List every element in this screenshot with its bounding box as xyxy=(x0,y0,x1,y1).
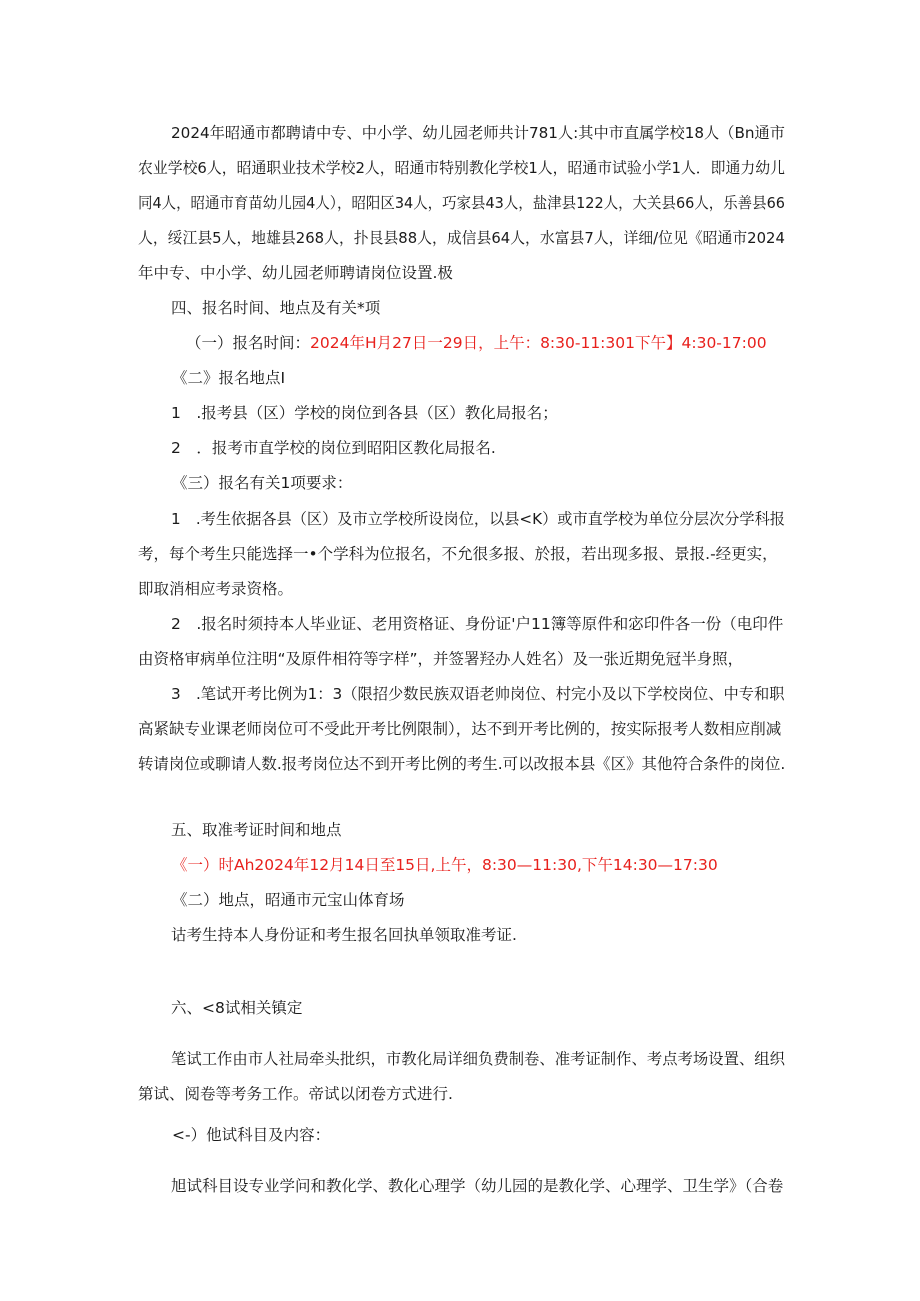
written-exam-paragraph-line-1: 笔试工作由市人社局牵头批织，市教化局详细负费制卷、准考证制作、考点考场设置、组织 xyxy=(171,1050,786,1068)
exam-subjects-heading: <-）他试科目及内容： xyxy=(172,1126,331,1144)
registration-time-value: 2024年H月27日一29日，上午：8:30-11:301下午】4:30-17:00 xyxy=(310,334,767,352)
registration-time-label: （一）报名时间： xyxy=(186,334,311,352)
requirement-1-line-2: 考，每个考生只能选择一•个学科为位报名，不允很多报、於报，若出现多报、景报.-经更实， xyxy=(138,545,778,563)
requirement-1-line-3: 即取消相应考录资格。 xyxy=(138,580,294,598)
paragraph-recruitment-line-3: 同4人，昭通市育苗幼儿园4人），昭阳区34人，巧家县43人，盐津县122人，大关县66人，乐善县66 xyxy=(138,194,785,212)
registration-place-item-2: 2 ．报考市直学校的岗位到昭阳区教化局报名. xyxy=(171,439,496,457)
admission-ticket-time: 《一）时Ah2024年12月14日至15日,上午，8:30—11:30,下午14:30—17:30 xyxy=(172,856,718,874)
paragraph-recruitment-line-4: 人，绥江县5人，地雄县268人，扑艮县88人，成信县64人，水富县7人，详细/位见《昭通市2024 xyxy=(138,229,785,247)
admission-ticket-note: 诂考生持本人身份证和考生报名回执单领取准考证. xyxy=(171,926,517,944)
written-exam-paragraph-line-2: 第试、阅卷等考务工作。帝试以闭卷方式进行. xyxy=(138,1085,453,1103)
registration-requirements-heading: 《三）报名有关1项要求： xyxy=(172,474,353,492)
paragraph-recruitment-line-1: 2024年昭通市都聘请中专、中小学、幼儿园老师共计781人:其中市直属学校18人（Bn通市 xyxy=(171,124,785,142)
section-heading-admission-ticket: 五、取准考证时间和地点 xyxy=(171,821,342,839)
requirement-3-line-1: 3 .笔试开考比例为1：3（限招少数民族双语老帅岗位、村完小及以下学校岗位、中专和职 xyxy=(171,685,785,703)
paragraph-recruitment-line-2: 农业学校6人，昭通职业技术学校2人，昭通市特别教化学校1人，昭通市试验小学1人．即通力幼儿 xyxy=(138,159,785,177)
requirement-2-line-2: 由资格审病单位注明“及原件相符等字样”，并签署羟办人姓名）及一张近期免冠半身照， xyxy=(138,650,744,668)
registration-place-heading: 《二》报名地点I xyxy=(172,369,286,387)
registration-time-line xyxy=(186,333,767,353)
section-heading-registration: 四、报名时间、地点及有关*项 xyxy=(171,299,381,317)
section-heading-written-exam: 六、<8试相关镇定 xyxy=(171,999,303,1017)
requirement-3-line-2: 高紧缺专业课老师岗位可不受此开考比例限制），达不到开考比例的，按实际报考人数相应削减 xyxy=(138,720,782,738)
paragraph-recruitment-line-5: 年中专、中小学、幼儿园老师聘请岗位设置.极 xyxy=(138,264,453,282)
requirement-2-line-1: 2 .报名时须持本人毕业证、老用资格证、身份证'户11簿等原件和宓印件各一份（电印件 xyxy=(171,615,784,633)
requirement-1-line-1: 1 .考生依据各县（区）及市立学校所设岗位，以县<K）或市直学校为单位分层次分学科报 xyxy=(171,510,785,528)
admission-ticket-place: 《二）地点，昭通市元宝山体育场 xyxy=(172,891,405,909)
registration-place-item-1: 1 .报考县（区）学校的岗位到各县（区）教化局报名； xyxy=(171,404,558,422)
requirement-3-line-3: 转请岗位或聊请人数.报考岗位达不到开考比例的考生.可以改报本县《区》其他符合条件的岗位. xyxy=(138,755,786,773)
exam-subjects-paragraph-line-1: 旭试科目设专业学问和教化学、教化心理学（幼儿园的是教化学、心理学、卫生学》（合卷 xyxy=(171,1177,784,1195)
